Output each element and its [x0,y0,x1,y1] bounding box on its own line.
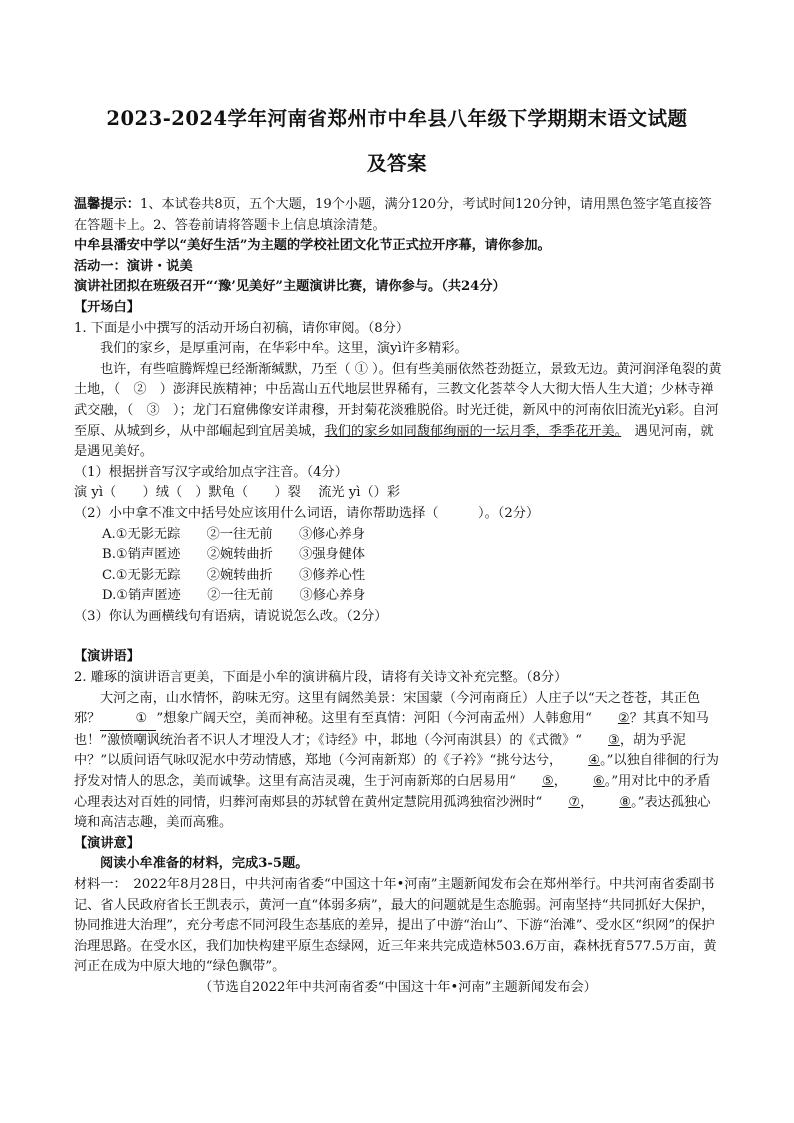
section-opening: 【开场白】 [74,299,140,315]
q1-sub3: （3）你认为画横线句有语病，请说说怎么改。（2分） [74,608,388,624]
q1-para2 [74,360,722,463]
q1-para2-b: 遇见河南，就是遇见美好。 [74,423,714,460]
q2-blank-8: ⑧ [619,794,632,810]
q1-option-d: D.①销声匿迹 ②一往无前 ③修心养身 [102,588,366,604]
q2-sep-1: ， [553,774,567,790]
activity1-desc: 演讲社团拟在班级召开“‘豫’见美好”主题演讲比赛，请你参与。（共24分） [74,279,506,295]
q1-option-b: B.①销声匿迹 ②婉转曲折 ③强身健体 [102,547,366,563]
q1-sub2: （2）小中拿不准文中括号处应该用什么词语，请你帮助选择（ ）。（2分） [74,505,540,521]
q2-stem: 2. 雕琢的演讲语言更美，下面是小牟的演讲稿片段，请将有关诗文补充完整。（8分） [74,670,568,686]
q1-underlined-sentence: 我们的家乡如同馥郁绚丽的一坛月季，季季花开美。 [324,423,622,439]
q2-text-d: ，胡为乎泥中？”以质问语气咏叹泥水中劳动情感，郑地（今河南新郑）的《子衿》“挑兮达兮， [74,732,686,769]
tips-label: 温馨提示： [74,197,140,212]
exam-title-continued: 及答案 [366,152,427,175]
q2-text-a: 大河之南，山水情怀，韵味无穷。这里有阔然美景：宋国蒙（今河南商丘）人庄子以“天之苍苍，其正色邪？ [74,690,701,727]
q1-para2-a: 也许，有些喧腾辉煌已经渐渐缄默，乃至（ ① ）。但有些美丽依然苍劲挺立，景致无边。黄河润泽龟裂的黄土地，（ ② ）澎湃民族精神；中岳嵩山五代地层世界稀有，三教文化荟萃令人大彻大悟人生大道；少林寺禅武交融，（ ③ ）；龙门石窟佛像安详肃穆，开封菊花淡雅脱俗。时光迁徙，新风中的河南依旧流光yì彩。自河至原、从城到乡，从中部崛起到宜居美城， [74,361,722,439]
q1-sub1-items: 演 yì（ ）绒（ ）默龟（ ）裂 流光 yì（）彩 [74,485,401,501]
q2-text-b: ”想象广阔天空，美而神秘。这里有至真情：河阳（今河南孟州）人韩愈用“ [156,711,592,727]
q2-sep-2: ， [580,794,594,810]
q2-passage [74,689,722,834]
q2-blank-3: ③ [608,732,620,748]
q2-blank-4: ④ [588,753,601,769]
intro-text: 中牟县潘安中学以“美好生活”为主题的学校社团文化节正式拉开序幕，请你参加。 [74,238,551,254]
tips-text: 1、本试卷共8页，五个大题，19个小题，满分120分，考试时间120分钟，请用黑色签字笔直接答在答题卡上。2、答卷前请将答题卡上信息填涂清楚。 [74,197,712,233]
activity1-heading: 活动一：演讲・说美 [74,258,193,274]
q1-option-a: A.①无影无踪 ②一往无前 ③修心养身 [102,526,365,542]
q1-option-c: C.①无影无踪 ②婉转曲折 ③修养心性 [102,567,366,583]
q2-blank-6: ⑥ [592,774,605,790]
tips-paragraph [74,195,722,236]
q2-text-c: ？其真不知马也！”激愤嘲讽统治者不识人才埋没人才；《诗经》中，邶地（今河南淇县）的《式微》“ [74,711,709,748]
q2-blank-7: ⑦ [568,794,581,810]
q1-sub1: （1）根据拼音写汉字或给加点字注音。（4分） [74,464,348,480]
q1-para1: 我们的家乡，是厚重河南，在华彩中牟。这里，演yì许多精彩。 [100,341,468,357]
reading-heading: 阅读小牟准备的材料，完成3-5题。 [100,856,309,872]
q2-blank-5: ⑤ [541,774,554,790]
material1-source: （节选自2022年中共河南省委“中国这十年•河南”主题新闻发布会） [199,979,597,995]
q2-text-f: 。”用对比中的矛盾心理表达对百姓的同情，归葬河南郏县的苏轼曾在黄州定慧院用孤鸿独宿沙洲时“ [74,774,711,810]
q2-blank-1: ① [100,709,156,731]
section-speech: 【演讲语】 [74,649,140,665]
q2-blank-2: ② [617,711,630,727]
material1: 材料一： 2022年8月28日，中共河南省委“中国这十年•河南”主题新闻发布会在郑州举行。中共河南省委副书记、省人民政府省长王凯表示，黄河一直“体弱多病”，最大的问题就是生态脆弱。河南坚持“共同抓好大保护，协同推进大治理”，充分考虑不同河段生态基底的差异，提出了中游“治山”、下游“治滩”、受水区“织网”的保护治理思路。在受水区，我们加快构建平原生态绿网，近三年来共完成造林503.6万亩，森林抚育577.5万亩，黄河正在成为中原大地的“绿色飘带”。 [74,877,717,975]
exam-body [74,195,722,999]
q1-stem: 1. 下面是小中撰写的活动开场白初稿，请你审阅。（8分） [74,320,410,336]
q2-text-e: 。”以独自徘徊的行为抒发对情人的思念，美而诚挚。这里有高洁灵魂，生于河南新郑的白居易用“ [74,753,719,790]
section-meaning: 【演讲意】 [74,835,140,851]
q2-text-g: 。”表达孤独心境和高洁志趣，美而高雅。 [74,794,711,831]
spacer [74,627,722,647]
exam-title: 2023-2024学年河南省郑州市中牟县八年级下学期期末语文试题 [106,107,688,130]
